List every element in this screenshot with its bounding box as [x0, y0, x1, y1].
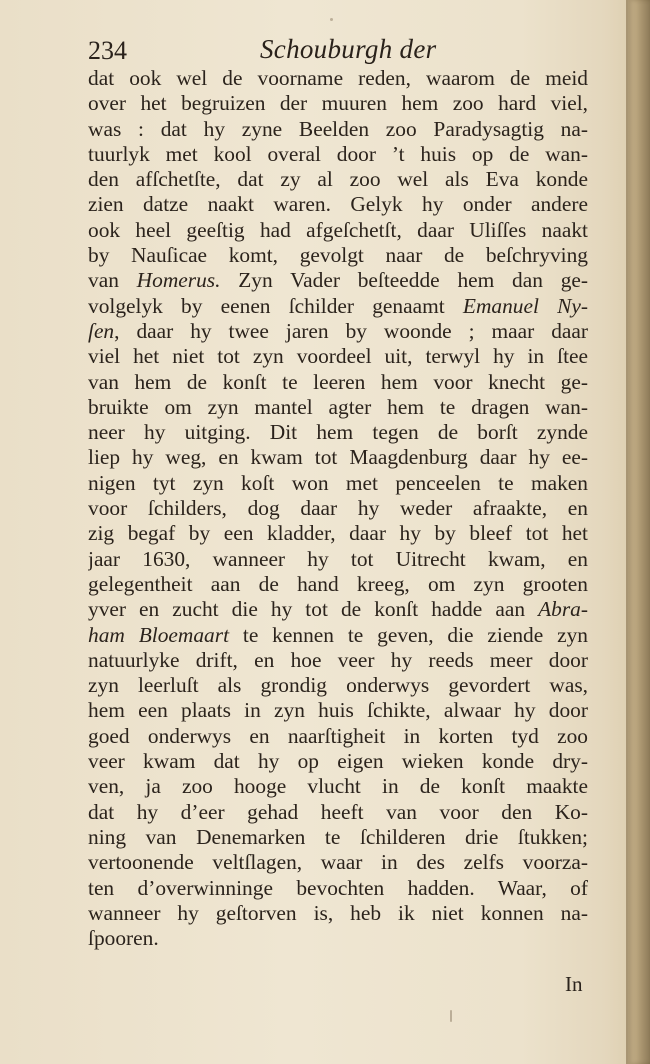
- text-line: [88, 673, 588, 698]
- text-line: [88, 344, 588, 369]
- paper-fleck: [450, 1010, 452, 1022]
- text-line: [88, 294, 588, 319]
- text-line: [88, 876, 588, 901]
- text-run: hem een plaats in zyn huis ſchikte, alwaar hy door: [88, 698, 588, 723]
- text-run: over het begruizen der muuren hem zoo hard viel,: [88, 91, 588, 116]
- text-line: [88, 496, 588, 521]
- text-line: [88, 749, 588, 774]
- text-line: [88, 724, 588, 749]
- text-line: [88, 192, 588, 217]
- text-run: bruikte om zyn mantel agter hem te dragen wan-: [88, 394, 588, 419]
- text-line: [88, 91, 588, 116]
- text-run: wanneer hy geſtorven is, heb ik niet konnen na-: [88, 900, 588, 925]
- text-run: viel het niet tot zyn voordeel uit, terwyl hy in ſtee: [88, 344, 588, 369]
- text-run: gelegentheit aan de hand kreeg, om zyn grooten: [88, 571, 588, 596]
- text-line: [88, 243, 588, 268]
- text-run: den afſchetſte, dat zy al zoo wel als Eva konde: [88, 167, 588, 192]
- text-run: , daar hy twee jaren by woonde ; maar daar: [114, 318, 588, 343]
- text-run: nigen tyt zyn koſt won met penceelen te maken: [88, 470, 588, 495]
- text-line: [88, 901, 588, 926]
- text-run: dat ook wel de voorname reden, waarom de meid: [88, 66, 588, 90]
- text-line: [88, 66, 588, 91]
- text-run: neer hy uitging. Dit hem tegen de borſt zynde: [88, 420, 588, 445]
- text-line: [88, 167, 588, 192]
- text-line: [88, 521, 588, 546]
- text-line: [88, 547, 588, 572]
- text-line: [88, 597, 588, 622]
- text-run: van: [88, 268, 137, 293]
- text-line: [88, 648, 588, 673]
- italic-name: Homerus.: [136, 268, 221, 293]
- text-line: [88, 471, 588, 496]
- text-line: [88, 800, 588, 825]
- text-run: natuurlyke drift, en hoe veer hy reeds meer door: [88, 647, 588, 672]
- text-run: was : dat hy zyne Beelden zoo Paradysagtig na-: [88, 116, 588, 141]
- text-run: liep hy weg, en kwam tot Maagdenburg daar hy ee-: [88, 445, 588, 470]
- text-run: goed onderwys en naarſtigheit in korten tyd zoo: [88, 723, 588, 748]
- text-run: van hem de konſt te leeren hem voor knecht ge-: [88, 369, 588, 394]
- text-line: [88, 117, 588, 142]
- text-line: [88, 218, 588, 243]
- text-run: ning van Denemarken te ſchilderen drie ſtukken;: [88, 824, 588, 849]
- text-run: Zyn Vader beſteedde hem dan ge-: [220, 268, 588, 293]
- text-run: ook heel geeſtig had afgeſchetſt, daar Uliſſes naakt: [88, 217, 588, 242]
- text-run: volgelyk by eenen ſchilder genaamt: [88, 293, 463, 318]
- text-line: [88, 268, 588, 293]
- text-line: [88, 445, 588, 470]
- italic-name: ſen: [88, 318, 115, 343]
- text-line: [88, 698, 588, 723]
- text-line: [88, 420, 588, 445]
- text-run: vertoonende veltſlagen, waar in des zelfs voorza-: [88, 850, 588, 875]
- italic-name: Emanuel Ny-: [462, 293, 588, 318]
- paper-fleck: [330, 18, 333, 21]
- text-line: [88, 926, 588, 951]
- text-line: [88, 572, 588, 597]
- catchword: In: [565, 972, 583, 996]
- text-run: zig begaf by een kladder, daar hy by bleef tot het: [88, 521, 588, 546]
- text-line: [88, 825, 588, 850]
- page-number: 234: [88, 36, 127, 65]
- text-line: [88, 850, 588, 875]
- italic-name: Abra-: [538, 597, 588, 622]
- text-run: jaar 1630, wanneer hy tot Uitrecht kwam, en: [88, 546, 588, 571]
- body-text: [88, 66, 588, 951]
- text-line: [88, 395, 588, 420]
- text-run: ſpooren.: [88, 926, 159, 951]
- text-run: veer kwam dat hy op eigen wieken konde dry-: [88, 749, 588, 774]
- page-header: [88, 34, 588, 68]
- running-head: Schouburgh der: [260, 34, 437, 64]
- text-line: [88, 623, 588, 648]
- text-run: ten d’overwinninge bevochten hadden. Waar, of: [88, 875, 588, 900]
- text-run: yver en zucht die hy tot de konſt hadde aan: [88, 597, 539, 622]
- text-run: zyn leerluſt als grondig onderwys gevordert was,: [88, 673, 588, 698]
- text-line: [88, 370, 588, 395]
- italic-name: ham Bloemaart: [88, 622, 230, 647]
- text-line: [88, 319, 588, 344]
- text-run: dat hy d’eer gehad heeft van voor den Ko-: [88, 799, 588, 824]
- text-run: by Nauſicae komt, gevolgt naar de beſchryving: [88, 243, 588, 268]
- text-run: tuurlyk met kool overal door ’t huis op de wan-: [88, 141, 588, 166]
- page-edge: [628, 0, 650, 1064]
- text-run: te kennen te geven, die ziende zyn: [229, 622, 588, 647]
- text-run: ven, ja zoo hooge vlucht in de konſt maakte: [88, 774, 588, 799]
- text-line: [88, 142, 588, 167]
- text-run: voor ſchilders, dog daar hy weder afraakte, en: [88, 496, 588, 521]
- text-run: zien datze naakt waren. Gelyk hy onder andere: [88, 192, 588, 217]
- text-line: [88, 774, 588, 799]
